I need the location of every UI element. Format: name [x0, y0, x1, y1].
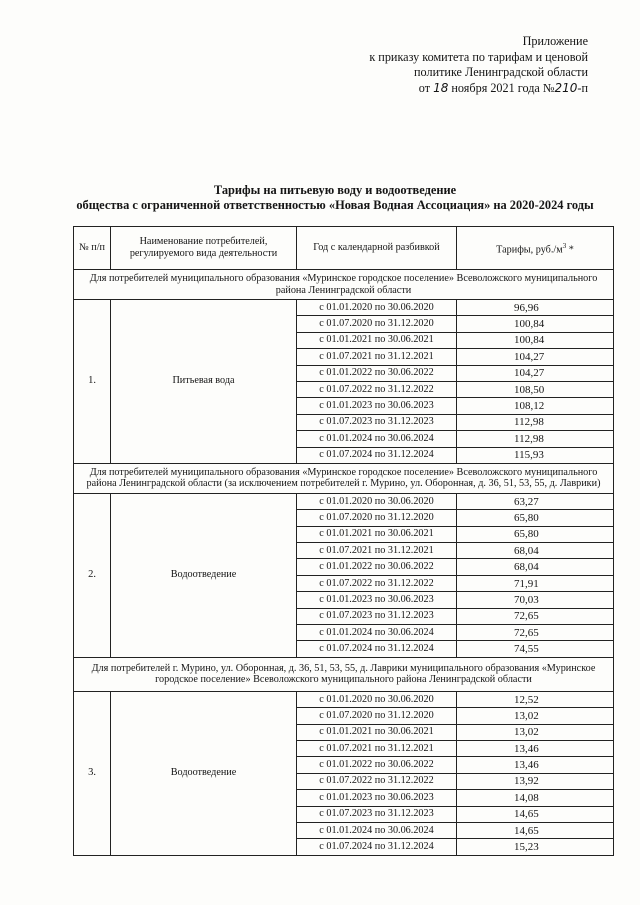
header-tariff	[457, 227, 614, 270]
tariff-cell	[457, 526, 614, 542]
tariff-value: 72,65	[514, 610, 539, 623]
tariff-cell	[457, 559, 614, 575]
order-day: 18	[433, 80, 449, 95]
period-cell: с 01.07.2020 по 31.12.2020	[297, 316, 457, 332]
tariff-cell	[457, 691, 614, 707]
tariff-cell	[457, 575, 614, 591]
date-middle: ноября 2021 года №	[451, 80, 555, 95]
document-title	[40, 183, 630, 213]
activity-name: Водоотведение	[111, 493, 297, 657]
period-cell: с 01.07.2022 по 31.12.2022	[297, 773, 457, 789]
tariff-cell	[457, 740, 614, 756]
order-suffix: -п	[577, 80, 588, 95]
consumer-group-label: Для потребителей муниципального образования «Муринское городское поселение» Всеволожского муниципального района Ленинградской области (за исключением потребителей г. Мурино, ул. Оборонная, д. 36, 51, 53, 55, д. Лаврики)	[74, 463, 614, 493]
tariff-value: 108,50	[514, 383, 545, 396]
tariff-value: 74,55	[514, 643, 539, 656]
header-tariff-sup: 3	[562, 241, 567, 250]
tariff-cell	[457, 316, 614, 332]
table-header-row	[74, 227, 614, 270]
tariff-value: 68,04	[514, 544, 539, 557]
row-number: 1.	[74, 300, 111, 464]
row-number: 3.	[74, 691, 111, 855]
header-period: Год с календарной разбивкой	[297, 227, 457, 270]
tariff-cell	[457, 773, 614, 789]
table-body	[74, 270, 614, 856]
consumer-group-row	[74, 657, 614, 691]
period-cell: с 01.01.2020 по 30.06.2020	[297, 691, 457, 707]
tariff-cell	[457, 641, 614, 657]
period-cell: с 01.07.2024 по 31.12.2024	[297, 839, 457, 855]
tariff-cell	[457, 349, 614, 365]
tariff-cell	[457, 447, 614, 463]
table-row	[74, 493, 614, 509]
appendix-header	[298, 34, 588, 96]
tariff-value: 63,27	[514, 495, 539, 508]
tariff-value: 104,27	[514, 367, 545, 380]
period-cell: с 01.07.2020 по 31.12.2020	[297, 708, 457, 724]
period-cell: с 01.07.2022 по 31.12.2022	[297, 575, 457, 591]
activity-name: Водоотведение	[111, 691, 297, 855]
appendix-date-line	[298, 81, 588, 97]
tariff-cell	[457, 790, 614, 806]
tariff-cell	[457, 300, 614, 316]
period-cell: с 01.07.2023 по 31.12.2023	[297, 414, 457, 430]
tariff-value: 12,52	[514, 693, 539, 706]
period-cell: с 01.07.2021 по 31.12.2021	[297, 740, 457, 756]
tariff-value: 13,46	[514, 759, 539, 772]
tariff-cell	[457, 414, 614, 430]
period-cell: с 01.01.2022 по 30.06.2022	[297, 365, 457, 381]
tariff-cell	[457, 839, 614, 855]
period-cell: с 01.01.2021 по 30.06.2021	[297, 332, 457, 348]
tariff-cell	[457, 724, 614, 740]
header-num: № п/п	[74, 227, 111, 270]
tariff-cell	[457, 806, 614, 822]
tariff-cell	[457, 592, 614, 608]
tariff-value: 112,98	[514, 432, 544, 445]
tariff-value: 13,02	[514, 726, 539, 739]
tariff-cell	[457, 365, 614, 381]
order-number: 210	[554, 80, 578, 95]
tariff-value: 104,27	[514, 350, 545, 363]
tariff-value: 72,65	[514, 626, 539, 639]
tariff-cell	[457, 543, 614, 559]
period-cell: с 01.01.2021 по 30.06.2021	[297, 724, 457, 740]
table-row	[74, 300, 614, 316]
tariff-value: 14,65	[514, 824, 539, 837]
tariff-table	[73, 226, 614, 856]
appendix-label: Приложение	[522, 34, 588, 48]
table-row	[74, 691, 614, 707]
period-cell: с 01.01.2024 по 30.06.2024	[297, 822, 457, 838]
tariff-cell	[457, 625, 614, 641]
tariff-cell	[457, 493, 614, 509]
consumer-group-label: Для потребителей г. Мурино, ул. Оборонная, д. 36, 51, 53, 55, д. Лаврики муниципального образования «Муринское городское поселение» Всеволожского муниципального района Ленинградской области	[74, 657, 614, 691]
consumer-group-label: Для потребителей муниципального образования «Муринское городское поселение» Всеволожского муниципального района Ленинградской области	[74, 270, 614, 300]
consumer-group-row	[74, 463, 614, 493]
tariff-value: 115,93	[514, 449, 544, 462]
period-cell: с 01.07.2024 по 31.12.2024	[297, 447, 457, 463]
tariff-value: 14,65	[514, 808, 539, 821]
period-cell: с 01.01.2022 по 30.06.2022	[297, 559, 457, 575]
period-cell: с 01.07.2022 по 31.12.2022	[297, 381, 457, 397]
period-cell: с 01.01.2023 по 30.06.2023	[297, 790, 457, 806]
tariff-cell	[457, 398, 614, 414]
period-cell: с 01.07.2024 по 31.12.2024	[297, 641, 457, 657]
header-name: Наименование потребителей, регулируемого вида деятельности	[111, 227, 297, 270]
period-cell: с 01.07.2021 по 31.12.2021	[297, 543, 457, 559]
period-cell: с 01.07.2020 по 31.12.2020	[297, 510, 457, 526]
tariff-value: 65,80	[514, 528, 539, 541]
tariff-value: 13,46	[514, 742, 539, 755]
period-cell: с 01.07.2021 по 31.12.2021	[297, 349, 457, 365]
tariff-value: 13,02	[514, 709, 539, 722]
tariff-value: 108,12	[514, 400, 545, 413]
tariff-value: 71,91	[514, 577, 539, 590]
header-tariff-label: Тарифы, руб./м	[496, 244, 563, 256]
tariff-value: 68,04	[514, 561, 539, 574]
period-cell: с 01.01.2024 по 30.06.2024	[297, 625, 457, 641]
appendix-order-ref: к приказу комитета по тарифам и ценовой	[369, 49, 588, 64]
tariff-value: 65,80	[514, 511, 539, 524]
title-line-1: Тарифы на питьевую воду и водоотведение	[213, 183, 457, 197]
tariff-value: 70,03	[514, 593, 539, 606]
tariff-cell	[457, 510, 614, 526]
period-cell: с 01.01.2020 по 30.06.2020	[297, 300, 457, 316]
period-cell: с 01.01.2021 по 30.06.2021	[297, 526, 457, 542]
tariff-cell	[457, 608, 614, 624]
tariff-cell	[457, 757, 614, 773]
tariff-cell	[457, 381, 614, 397]
tariff-value: 100,84	[514, 334, 545, 347]
tariff-cell	[457, 332, 614, 348]
period-cell: с 01.07.2023 по 31.12.2023	[297, 806, 457, 822]
consumer-group-row	[74, 270, 614, 300]
period-cell: с 01.01.2023 по 30.06.2023	[297, 592, 457, 608]
period-cell: с 01.07.2023 по 31.12.2023	[297, 608, 457, 624]
tariff-cell	[457, 822, 614, 838]
period-cell: с 01.01.2024 по 30.06.2024	[297, 431, 457, 447]
tariff-value: 96,96	[514, 301, 539, 314]
row-number: 2.	[74, 493, 111, 657]
date-prefix: от	[418, 80, 431, 95]
tariff-cell	[457, 431, 614, 447]
tariff-value: 100,84	[514, 318, 545, 331]
header-tariff-star: *	[566, 244, 574, 256]
tariff-value: 13,92	[514, 775, 539, 788]
tariff-value: 112,98	[514, 416, 544, 429]
appendix-committee: политике Ленинградской области	[414, 65, 588, 79]
period-cell: с 01.01.2020 по 30.06.2020	[297, 493, 457, 509]
period-cell: с 01.01.2022 по 30.06.2022	[297, 757, 457, 773]
activity-name: Питьевая вода	[111, 300, 297, 464]
tariff-value: 14,08	[514, 791, 539, 804]
tariff-value: 15,23	[514, 841, 539, 854]
period-cell: с 01.01.2023 по 30.06.2023	[297, 398, 457, 414]
title-line-2: общества с ограниченной ответственностью «Новая Водная Ассоциация» на 2020-2024 годы	[76, 198, 594, 212]
tariff-cell	[457, 708, 614, 724]
